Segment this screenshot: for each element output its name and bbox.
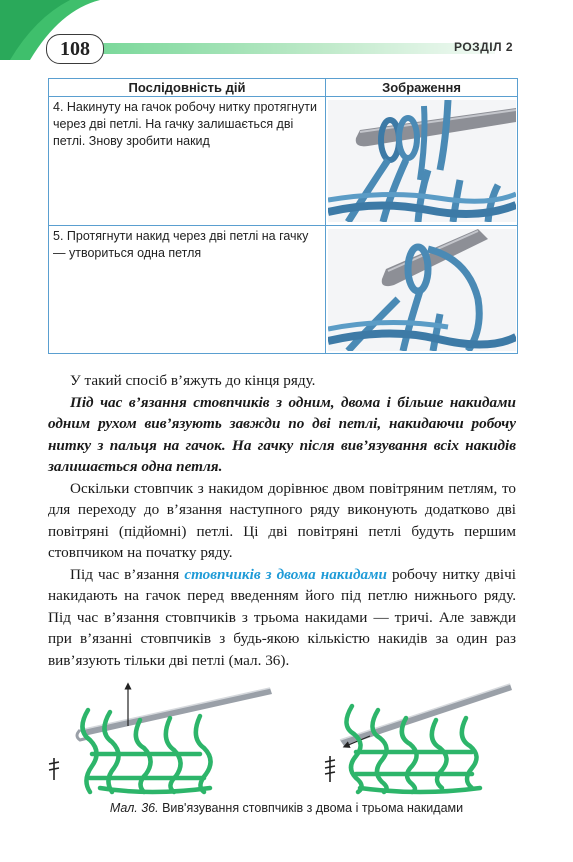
image-cell (326, 226, 518, 354)
steps-table (48, 78, 518, 354)
image-cell (326, 97, 518, 226)
section-label: РОЗДІЛ 2 (454, 40, 514, 54)
step-cell (49, 226, 326, 354)
step-5-text: 5. Протягнути накид через дві петлі на гачку — утвориться одна петля (53, 229, 309, 260)
paragraph: Оскільки стовпчик з накидом дорівнює двом повітряним петлям, то для переходу до в’язання наступного ряду виконують додатково дві повітряні (підйомні) петлі. Ці дві повітряні петлі будуть першим стовпчиком на початку ряду. (48, 479, 516, 561)
table-row (49, 97, 518, 226)
step-4-photo (328, 100, 516, 222)
header-bar (100, 43, 495, 54)
term-highlight: стовпчиків з двома накидами (184, 565, 387, 583)
body-text (48, 370, 516, 671)
column-header-image: Зображення (326, 79, 518, 97)
paragraph: У такий спосіб в’яжуть до кінця ряду. (70, 372, 316, 389)
figure-number: Мал. 36. (109, 801, 159, 815)
step-5-photo (328, 229, 516, 351)
table-header-row (49, 79, 518, 97)
figure-caption-text: Вив'язування стовпчиків з двома і трьома накидами (158, 801, 464, 815)
double-treble-diagram (49, 686, 272, 792)
figure-caption (0, 801, 573, 815)
step-4-text: 4. Накинуту на гачок робочу нитку протягнути через дві петлі. На гачку залишається дві петлі. Знову зробити накид (53, 100, 317, 148)
page-number: 108 (46, 34, 104, 64)
step-cell (49, 97, 326, 226)
column-header-steps: Послідовність дій (49, 79, 326, 97)
paragraph-rule: Під час в’язання стовпчиків з одним, двома і більше накидами одним рухом вив’язують завжди по дві петлі, накидаючи робочу нитку з пальця на гачок. На гачку після вив’язування всіх накидів залишається одна петля. (48, 393, 516, 475)
triple-treble-diagram (325, 684, 512, 792)
paragraph (48, 564, 516, 672)
crochet-diagrams-figure (40, 670, 530, 796)
paragraph-end: робочу нитку двічі накидають на гачок перед введенням його під петлю нижнього ряду. Під час в’язання стовпчиків з трьома накидами — тричі. Але завжди при в’язанні стовпчиків з будь-якою кількістю накидів за один раз вив’язують тільки дві петлі (мал. 36). (48, 565, 516, 669)
paragraph-start: Під час в’язання (70, 565, 185, 583)
table-row (49, 226, 518, 354)
